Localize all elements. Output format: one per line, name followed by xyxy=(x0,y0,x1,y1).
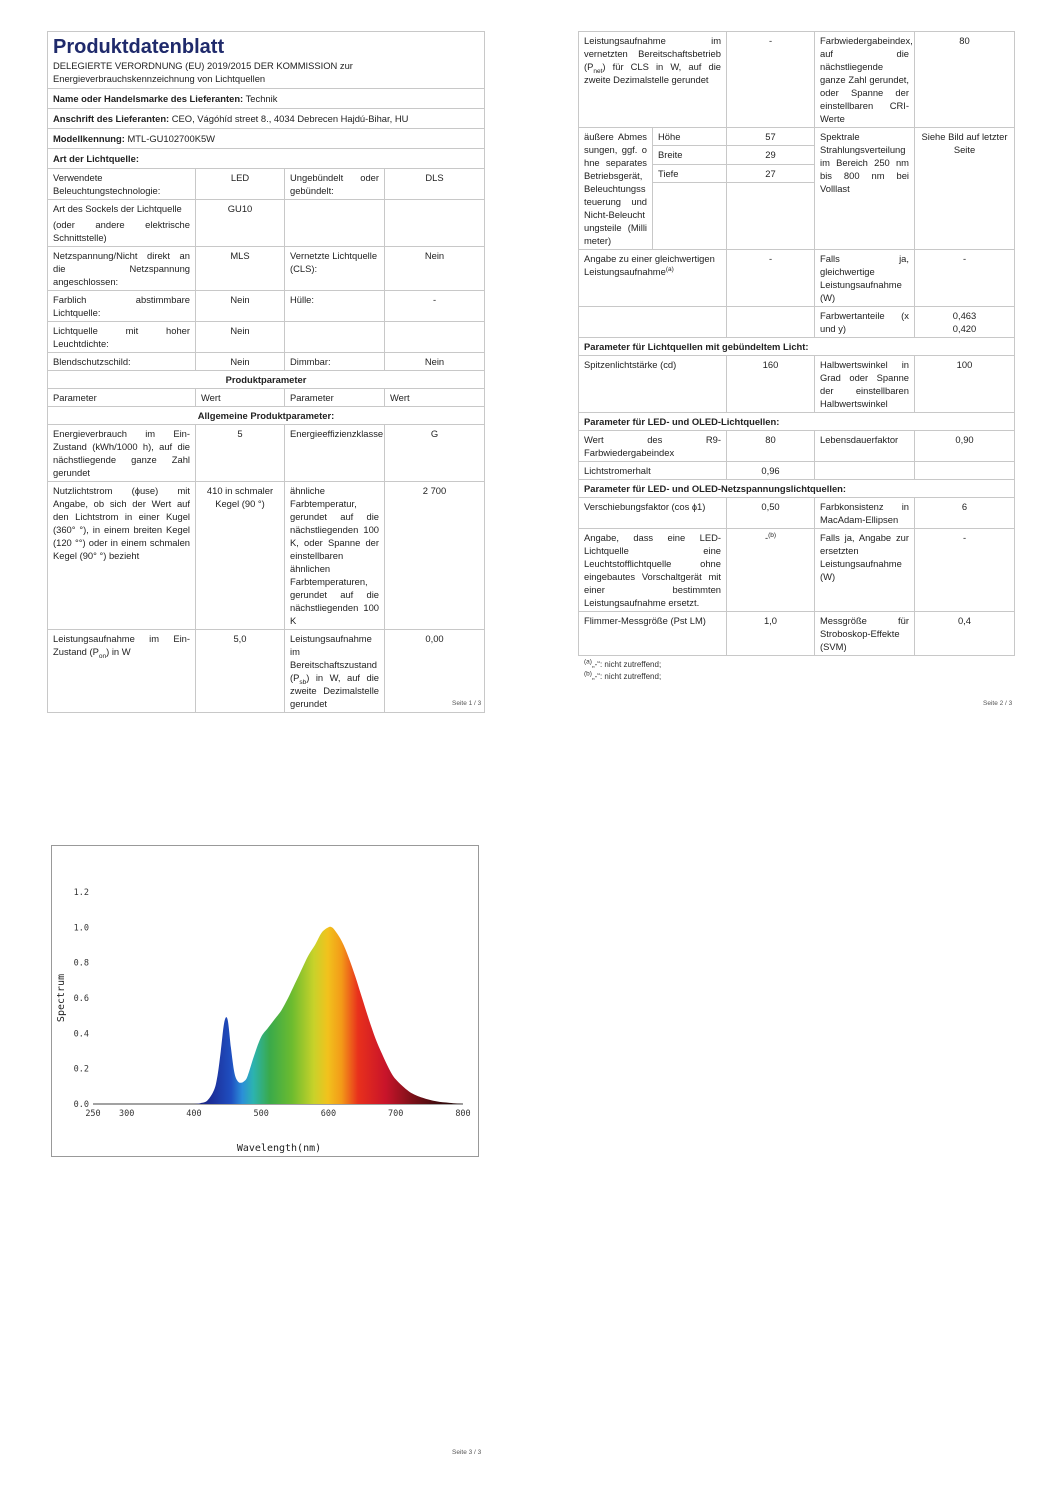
dimmable-label: Dimmbar: xyxy=(285,353,385,371)
general-params-heading: Allgemeine Produktparameter: xyxy=(48,407,485,425)
equivalent-power-label: Angabe zu einer gleichwertigen Leistungsaufnahme$^{(a)}$ xyxy=(579,250,727,307)
y-tick-label: 0.2 xyxy=(73,1064,89,1075)
on-mode-power-label: Leistungsaufnahme im Ein-Zustand $(P_{on})$ in W xyxy=(48,630,196,713)
x-tick-label: 300 xyxy=(118,1109,135,1119)
supplier-name: Technik xyxy=(245,93,278,104)
y-axis-ticks xyxy=(74,888,89,1110)
flicker-label: Flimmer-Messgröße (Pst LM) xyxy=(579,612,727,656)
stroboscopic-value: 0,4 xyxy=(915,612,1015,656)
tunable-label: Farblich abstimmbare Lichtquelle: xyxy=(48,291,196,322)
colour-consistency-label: Farbkonsistenz in MacAdam-Ellipsen xyxy=(815,498,915,529)
anti-glare-label: Blendschutzschild: xyxy=(48,353,196,371)
high-luminance-value: Nein xyxy=(196,322,285,353)
spectrum-chart xyxy=(51,845,479,1157)
replacement-claim-value: -$^{(b)}$ xyxy=(727,529,815,612)
envelope-value: - xyxy=(385,291,485,322)
y-tick-label: 1.0 xyxy=(73,923,89,934)
networked-standby-value: - xyxy=(727,32,815,128)
equivalent-power-w-label: Falls ja, gleichwertige Leistungsaufnahme (W) xyxy=(815,250,915,307)
survival-factor-label: Lebensdauerfaktor xyxy=(815,431,915,462)
cri-value: 80 xyxy=(915,32,1015,128)
x-axis-ticks xyxy=(85,1109,470,1119)
cls-value: Nein xyxy=(385,247,485,291)
page-1 xyxy=(47,31,485,713)
supplier-address: CEO, Vágóhíd street 8., 4034 Debrecen Hajdú-Bihar, HU xyxy=(171,113,409,124)
cap-type-label: Art des Sockels der Lichtquelle xyxy=(53,203,182,214)
luminous-flux-label: Nutzlichtstrom (ɸuse) mit Angabe, ob sich der Wert auf den Lichtstrom in einer Kugel (360° °), in einem breiten Kegel (120 °°) oder in einem schmalen Kegel (90° °) bezieht xyxy=(48,482,196,630)
dimensions-label: äußere Abmessungen, ggf. ohne separates Betriebsgerät, Beleuchtungssteuerung und Nicht-Beleuchtungsteile (Millimeter) xyxy=(579,128,653,250)
tunable-value: Nein xyxy=(196,291,285,322)
replaced-power-label: Falls ja, Angabe zur ersetzten Leistungsaufnahme (W) xyxy=(815,529,915,612)
spectral-distribution-value: Siehe Bild auf letzter Seite xyxy=(915,128,1015,250)
on-mode-power-value: 5,0 xyxy=(196,630,285,713)
displacement-factor-label: Verschiebungsfaktor (cos ɸ1) xyxy=(579,498,727,529)
page-3-footer: Seite 3 / 3 xyxy=(452,1449,482,1456)
energy-consumption-value: 5 xyxy=(196,425,285,482)
x-tick-label: 400 xyxy=(186,1109,202,1119)
lumen-maintenance-label: Lichtstromerhalt xyxy=(579,462,727,480)
standby-power-value: 0,00 xyxy=(385,630,485,713)
r9-label: Wert des R9-Farbwiedergabeindex xyxy=(579,431,727,462)
model-id: MTL-GU102700K5W xyxy=(127,133,216,144)
y-tick-label: 0.8 xyxy=(73,958,89,969)
directional-params-heading: Parameter für Lichtquellen mit gebündeltem Licht: xyxy=(579,338,1015,356)
x-tick-label: 800 xyxy=(455,1109,471,1119)
footnote-b: $^{(b)}$„-“: nicht zutreffend; xyxy=(584,670,662,681)
high-luminance-label: Lichtquelle mit hoher Leuchtdichte: xyxy=(48,322,196,353)
displacement-factor-value: 0,50 xyxy=(727,498,815,529)
y-tick-label: 0.6 xyxy=(73,994,89,1004)
flicker-value: 1,0 xyxy=(727,612,815,656)
spectrum-area xyxy=(194,927,463,1104)
replacement-claim-label: Angabe, dass eine LED-Lichtquelle eine Leuchtstofflichtquelle ohne eingebautes Vorschaltgerät mit einer bestimmten Leistungsaufnahme ersetzt. xyxy=(579,529,727,612)
lumen-maintenance-value: 0,96 xyxy=(727,462,815,480)
cls-label: Vernetzte Lichtquelle (CLS): xyxy=(285,247,385,291)
chromaticity-label: Farbwertanteile (x und y) xyxy=(815,307,915,338)
equivalent-power-value: - xyxy=(727,250,815,307)
cap-type-label-note: (oder andere elektrische Schnittstelle) xyxy=(53,219,190,243)
page-1-footer: Seite 1 / 3 xyxy=(452,700,482,707)
stroboscopic-label: Messgröße für Stroboskop-Effekte (SVM) xyxy=(815,612,915,656)
peak-intensity-value: 160 xyxy=(727,356,815,413)
col-header-value: Wert xyxy=(196,389,285,407)
cap-type-value: GU10 xyxy=(196,200,285,247)
regulation-text: DELEGIERTE VERORDNUNG (EU) 2019/2015 DER KOMMISSION zur Energieverbrauchskennzeichnung von Lichtquellen xyxy=(53,60,353,84)
supplier-name-label: Name oder Handelsmarke des Lieferanten: xyxy=(53,93,244,104)
y-tick-label: 0.4 xyxy=(73,1029,89,1040)
height-label: Höhe xyxy=(653,128,727,146)
led-mains-params-heading: Parameter für LED- und OLED-Netzspannungslichtquellen: xyxy=(579,480,1015,498)
envelope-label: Hülle: xyxy=(285,291,385,322)
beam-angle-label: Halbwertswinkel in Grad oder Spanne der einstellbaren Halbwertswinkel xyxy=(815,356,915,413)
col-header-param: Parameter xyxy=(48,389,196,407)
light-source-type-label: Art der Lichtquelle: xyxy=(53,153,139,164)
replaced-power-value: - xyxy=(915,529,1015,612)
spectral-distribution-label: Spektrale Strahlungsverteilung im Bereich 250 nm bis 800 nm bei Volllast xyxy=(815,128,915,250)
y-tick-label: 0.0 xyxy=(73,1100,89,1110)
colour-consistency-value: 6 xyxy=(915,498,1015,529)
depth-label: Tiefe xyxy=(653,164,727,182)
x-tick-label: 250 xyxy=(85,1109,101,1119)
beam-angle-value: 100 xyxy=(915,356,1015,413)
energy-class-value: G xyxy=(385,425,485,482)
page-2 xyxy=(578,31,1015,683)
y-axis-label: Spectrum xyxy=(56,973,67,1023)
datasheet-table-page-2 xyxy=(578,31,1015,656)
dimmable-value: Nein xyxy=(385,353,485,371)
networked-standby-label: Leistungsaufnahme im vernetzten Bereitschaftsbetrieb $(P_{net})$ für CLS in W, auf die zweite Dezimalstelle gerundet xyxy=(579,32,727,128)
technology-label: Verwendete Beleuchtungstechnologie: xyxy=(48,169,196,200)
footnote-a: $^{(a)}$„-“: nicht zutreffend; xyxy=(584,658,662,669)
y-tick-label: 1.2 xyxy=(73,888,89,898)
r9-value: 80 xyxy=(727,431,815,462)
equivalent-power-w-value: - xyxy=(915,250,1015,307)
x-tick-label: 500 xyxy=(253,1109,269,1119)
x-axis-label: Wavelength(nm) xyxy=(236,1143,322,1154)
x-tick-label: 600 xyxy=(320,1109,337,1119)
product-params-heading: Produktparameter xyxy=(48,371,485,389)
technology-value: LED xyxy=(196,169,285,200)
col-header-param-2: Parameter xyxy=(285,389,385,407)
color-temperature-value: 2 700 xyxy=(385,482,485,630)
spectrum-svg xyxy=(52,846,478,1156)
page-2-footer: Seite 2 / 3 xyxy=(983,700,1013,707)
depth-value: 27 xyxy=(727,164,815,182)
height-value: 57 xyxy=(727,128,815,146)
led-params-heading: Parameter für LED- und OLED-Lichtquellen: xyxy=(579,413,1015,431)
luminous-flux-value: 410 in schmaler Kegel (90 °) xyxy=(196,482,285,630)
color-temperature-label: ähnliche Farbtemperatur, gerundet auf die nächstliegenden 100 K, oder Spanne der einstellbaren ähnlichen Farbtemperaturen, gerundet auf die nächstliegenden 100 K xyxy=(285,482,385,630)
width-label: Breite xyxy=(653,146,727,164)
energy-consumption-label: Energieverbrauch im Ein-Zustand (kWh/1000 h), auf die nächstliegende ganze Zahl gerundet xyxy=(48,425,196,482)
peak-intensity-label: Spitzenlichtstärke (cd) xyxy=(579,356,727,413)
directional-label: Ungebündelt oder gebündelt: xyxy=(285,169,385,200)
x-tick-label: 700 xyxy=(388,1109,404,1119)
supplier-address-label: Anschrift des Lieferanten: xyxy=(53,113,170,124)
cri-label: Farbwiedergabeindex, auf die nächstliegende ganze Zahl gerundet, oder Spanne der einstellbaren CRI-Werte xyxy=(815,32,915,128)
width-value: 29 xyxy=(727,146,815,164)
survival-factor-value: 0,90 xyxy=(915,431,1015,462)
mains-label: Netzspannung/Nicht direkt an die Netzspannung angeschlossen: xyxy=(48,247,196,291)
standby-power-label: Leistungsaufnahme im Bereitschaftszustand $(P_{sb})$ in W, auf die zweite Dezimalstelle gerundet xyxy=(285,630,385,713)
anti-glare-value: Nein xyxy=(196,353,285,371)
model-label: Modellkennung: xyxy=(53,133,125,144)
col-header-value-2: Wert xyxy=(385,389,485,407)
energy-class-label: Energieeffizienzklasse xyxy=(285,425,385,482)
page-title: Produktdatenblatt xyxy=(53,36,225,58)
datasheet-table-page-1 xyxy=(47,31,485,713)
directional-value: DLS xyxy=(385,169,485,200)
mains-value: MLS xyxy=(196,247,285,291)
chromaticity-value: 0,463 0,420 xyxy=(915,307,1015,338)
